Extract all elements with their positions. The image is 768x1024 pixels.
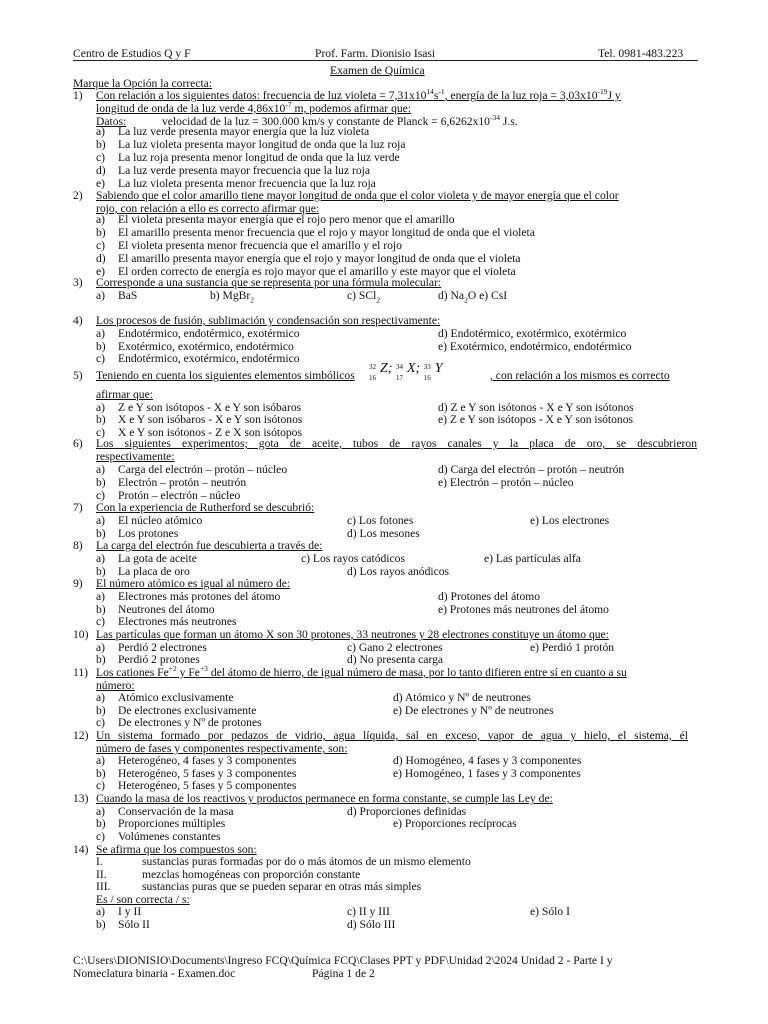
q1-datos-values: velocidad de la luz = 300.000 km/s y constante de Planck = $6,6262x10^{-34}$ J.s. bbox=[162, 113, 518, 128]
q10-option-e[interactable]: e) Perdió 1 protón bbox=[530, 641, 615, 654]
q7-option-a[interactable]: El núcleo atómico bbox=[118, 514, 203, 527]
q4-option-d[interactable]: d) Endotérmico, exotérmico, exotérmico bbox=[438, 327, 627, 340]
q11-option-c[interactable]: De electrones y Nº de protones bbox=[118, 716, 262, 729]
q4-c-label[interactable]: c) bbox=[96, 352, 106, 365]
q7-option-e[interactable]: e) Los electrones bbox=[530, 514, 610, 527]
q14-item-iii-label: III. bbox=[96, 880, 111, 893]
q8-option-e[interactable]: e) Las partículas alfa bbox=[484, 552, 581, 565]
q6-c-label[interactable]: c) bbox=[96, 489, 106, 502]
q12-number: 12) bbox=[73, 729, 89, 742]
q8-option-b[interactable]: La placa de oro bbox=[118, 565, 190, 578]
q1-option[interactable]: La luz violeta presenta menor frecuencia que la luz roja bbox=[118, 177, 376, 190]
q14-option-d[interactable]: d) Sólo III bbox=[347, 918, 396, 931]
q6-line2: respectivamente: bbox=[96, 450, 175, 463]
q8-option-a[interactable]: La gota de aceite bbox=[118, 552, 197, 565]
q12-a-label[interactable]: a) bbox=[96, 754, 106, 767]
q8-a-label[interactable]: a) bbox=[96, 552, 106, 565]
q2-option-label[interactable]: c) bbox=[96, 239, 106, 252]
q2-option[interactable]: El amarillo presenta mayor energía que el rojo y mayor longitud de onda que el violeta bbox=[118, 252, 521, 265]
q4-line1: Los procesos de fusión, sublimación y condensación son respectivamente: bbox=[96, 314, 441, 327]
exam-title: Examen de Química bbox=[330, 64, 425, 77]
q7-number: 7) bbox=[73, 501, 83, 514]
q14-item-ii: mezclas homogéneas con proporción constante bbox=[142, 868, 361, 881]
q9-line1: El número atómico es igual al número de: bbox=[96, 577, 291, 590]
q1-option[interactable]: La luz roja presenta menor longitud de onda que la luz verde bbox=[118, 151, 400, 164]
q12-option-e[interactable]: e) Homogéneo, 1 fases y 3 componentes bbox=[393, 767, 581, 780]
q5-option-a[interactable]: Z e Y son isótopos - X e Y son isóbaros bbox=[118, 401, 302, 414]
q4-b-label[interactable]: b) bbox=[96, 340, 106, 353]
q9-option-c[interactable]: Electrones más neutrones bbox=[118, 615, 237, 628]
q14-b-label[interactable]: b) bbox=[96, 918, 106, 931]
q2-option-label[interactable]: d) bbox=[96, 252, 106, 265]
q11-option-d[interactable]: d) Atómico y Nº de neutrones bbox=[393, 691, 531, 704]
isotope-y: 33 16 Y bbox=[423, 361, 443, 382]
q5-line1: Teniendo en cuenta los siguientes elementos simbólicos bbox=[96, 369, 355, 382]
q1-option[interactable]: La luz verde presenta mayor energía que la luz violeta bbox=[118, 125, 370, 138]
header-rule bbox=[73, 60, 698, 61]
q10-option-b[interactable]: Perdió 2 protones bbox=[118, 653, 200, 666]
q4-a-label[interactable]: a) bbox=[96, 327, 106, 340]
q6-line1: Los siguientes experimentos; gota de aceite, tubos de rayos canales y la placa de oro, se descubrieron bbox=[96, 437, 697, 450]
q3-option-a[interactable]: BaS bbox=[118, 289, 138, 302]
q13-line1: Cuando la masa de los reactivos y productos permanece en forma constante, se cumple las Ley de: bbox=[96, 792, 553, 805]
q14-prompt: Es / son correcta / s: bbox=[96, 893, 190, 906]
q9-option-d[interactable]: d) Protones del átomo bbox=[438, 590, 541, 603]
footer-page: Página 1 de 2 bbox=[312, 967, 375, 980]
q13-option-b[interactable]: Proporciones múltiples bbox=[118, 817, 226, 830]
q5-line2: afirmar que: bbox=[96, 388, 153, 401]
q5-a-label[interactable]: a) bbox=[96, 401, 106, 414]
q7-line1: Con la experiencia de Rutherford se descubrió: bbox=[96, 501, 315, 514]
q3-option-b[interactable]: b) MgBr$_2$ bbox=[210, 289, 255, 305]
q14-item-i: sustancias puras formadas por do o más átomos de un mismo elemento bbox=[142, 855, 471, 868]
q6-option-a[interactable]: Carga del electrón – protón – núcleo bbox=[118, 463, 288, 476]
q3-option-c[interactable]: c) SCl$_2$ bbox=[347, 289, 381, 305]
footer-path-line1: C:\Users\DIONISIO\Documents\Ingreso FCQ\Química FCQ\Clases PPT y PDF\Unidad 2\2024 Unidad 2 - Parte I y bbox=[73, 954, 613, 967]
isotope-x: 34 17 X bbox=[395, 361, 416, 382]
footer-path-line2: Nomeclatura binaria - Examen.doc bbox=[73, 967, 236, 980]
q2-option-label[interactable]: e) bbox=[96, 265, 106, 278]
q7-a-label[interactable]: a) bbox=[96, 514, 106, 527]
q1-line2: longitud de onda de la luz verde $4,86x10^{-7}$ m, podemos afirmar que: bbox=[96, 100, 412, 115]
q9-b-label[interactable]: b) bbox=[96, 603, 106, 616]
q4-option-e[interactable]: e) Exotérmico, endotérmico, endotérmico bbox=[438, 340, 632, 353]
q13-a-label[interactable]: a) bbox=[96, 805, 106, 818]
q13-option-e[interactable]: e) Proporciones recíprocas bbox=[393, 817, 517, 830]
q9-option-e[interactable]: e) Protones más neutrones del átomo bbox=[438, 603, 609, 616]
q9-number: 9) bbox=[73, 577, 83, 590]
q11-option-a[interactable]: Atómico exclusivamente bbox=[118, 691, 234, 704]
q11-number: 11) bbox=[73, 666, 89, 679]
q14-option-c[interactable]: c) II y III bbox=[347, 905, 390, 918]
q12-option-a[interactable]: Heterogéneo, 4 fases y 3 componentes bbox=[118, 754, 297, 767]
q13-b-label[interactable]: b) bbox=[96, 817, 106, 830]
q7-b-label[interactable]: b) bbox=[96, 527, 106, 540]
q2-option-label[interactable]: b) bbox=[96, 226, 106, 239]
q8-option-d[interactable]: d) Los rayos anódicos bbox=[347, 565, 450, 578]
q10-number: 10) bbox=[73, 628, 89, 641]
q1-option-label[interactable]: a) bbox=[96, 125, 106, 138]
q4-option-a[interactable]: Endotérmico, endotérmico, exotérmico bbox=[118, 327, 300, 340]
q14-number: 14) bbox=[73, 843, 89, 856]
q5-c-label[interactable]: c) bbox=[96, 426, 106, 439]
q13-c-label[interactable]: c) bbox=[96, 830, 106, 843]
q7-option-c[interactable]: c) Los fotones bbox=[347, 514, 414, 527]
q11-line2: número: bbox=[96, 679, 135, 692]
q12-option-c[interactable]: Heterogéneo, 5 fases y 5 componentes bbox=[118, 779, 297, 792]
q12-c-label[interactable]: c) bbox=[96, 779, 106, 792]
q2-option[interactable]: El orden correcto de energía es rojo mayor que el amarillo y este mayor que el violeta bbox=[118, 265, 516, 278]
q10-line1: Las partículas que forman un átomo X son 30 protones, 33 neutrones y 28 electrones constituye un átomo que: bbox=[96, 628, 609, 641]
q11-c-label[interactable]: c) bbox=[96, 716, 106, 729]
q14-item-ii-label: II. bbox=[96, 868, 107, 881]
q10-option-a[interactable]: Perdió 2 electrones bbox=[118, 641, 207, 654]
q6-option-b[interactable]: Electrón – protón – neutrón bbox=[118, 476, 247, 489]
q14-option-b[interactable]: Sólo II bbox=[118, 918, 150, 931]
q8-line1: La carga del electrón fue descubierta a través de: bbox=[96, 539, 323, 552]
q7-option-d[interactable]: d) Los mesones bbox=[347, 527, 420, 540]
q13-option-a[interactable]: Conservación de la masa bbox=[118, 805, 234, 818]
q4-option-b[interactable]: Exotérmico, exotérmico, endotérmico bbox=[118, 340, 294, 353]
q5-option-e[interactable]: e) Z e Y son isótopos - X e Y son isótonos bbox=[438, 413, 634, 426]
q6-option-e[interactable]: e) Electrón – protón – núcleo bbox=[438, 476, 574, 489]
q2-line2: rojo, con relación a ello es correcto afirmar que: bbox=[96, 202, 320, 215]
isotope-z: 32 16 Z bbox=[369, 361, 388, 382]
q13-number: 13) bbox=[73, 792, 89, 805]
q9-option-b[interactable]: Neutrones del átomo bbox=[118, 603, 215, 616]
q13-option-c[interactable]: Volúmenes constantes bbox=[118, 830, 221, 843]
instruction: Marque la Opción la correcta: bbox=[73, 77, 213, 90]
q6-number: 6) bbox=[73, 437, 83, 450]
q10-b-label[interactable]: b) bbox=[96, 653, 106, 666]
q4-option-c[interactable]: Endotérmico, exotérmico, endotérmico bbox=[118, 352, 300, 365]
q2-number: 2) bbox=[73, 189, 83, 202]
q12-line2: número de fases y componentes respectivamente, son: bbox=[96, 742, 348, 755]
header-left: Centro de Estudios Q y F bbox=[73, 47, 191, 60]
q8-b-label[interactable]: b) bbox=[96, 565, 106, 578]
q11-option-b[interactable]: De electrones exclusivamente bbox=[118, 704, 257, 717]
q5-symbols: 32 16 Z; 34 17 X; 33 16 Y bbox=[369, 361, 443, 382]
q2-option[interactable]: El amarillo presenta menor frecuencia que el rojo y mayor longitud de onda que el violeta bbox=[118, 226, 535, 239]
q6-b-label[interactable]: b) bbox=[96, 476, 106, 489]
q2-option-label[interactable]: a) bbox=[96, 213, 106, 226]
q1-option-label[interactable]: c) bbox=[96, 151, 106, 164]
q14-option-e[interactable]: e) Sólo I bbox=[530, 905, 570, 918]
q1-line1: Con relación a los siguientes datos: frecuencia de luz violeta = $7,31x10^{14}s^{-1}$, energía de la luz roja = $3,03x10^{-19}J$ y bbox=[96, 87, 621, 102]
q5-line1-end: , con relación a los mismos es correcto bbox=[490, 369, 670, 382]
q12-line1: Un sistema formado por pedazos de vidrio, agua líquida, sal en exceso, vapor de agua y hielo, el sistema, él bbox=[96, 729, 688, 742]
q7-option-b[interactable]: Los protones bbox=[118, 527, 179, 540]
q14-line1: Se afirma que los compuestos son: bbox=[96, 843, 257, 856]
q5-number: 5) bbox=[73, 369, 83, 382]
q11-b-label[interactable]: b) bbox=[96, 704, 106, 717]
q1-option[interactable]: La luz verde presenta mayor frecuencia que la luz roja bbox=[118, 164, 371, 177]
q13-option-d[interactable]: d) Proporciones definidas bbox=[347, 805, 467, 818]
q10-a-label[interactable]: a) bbox=[96, 641, 106, 654]
q6-option-c[interactable]: Protón – electrón – núcleo bbox=[118, 489, 241, 502]
q2-option[interactable]: El violeta presenta menor frecuencia que el amarillo y el rojo bbox=[118, 239, 402, 252]
q12-option-d[interactable]: d) Homogéneo, 4 fases y 3 componentes bbox=[393, 754, 582, 767]
q12-option-b[interactable]: Heterogéneo, 5 fases y 3 componentes bbox=[118, 767, 297, 780]
q5-option-c[interactable]: X e Y son isótonos - Z e X son isótopos bbox=[118, 426, 302, 439]
q14-a-label[interactable]: a) bbox=[96, 905, 106, 918]
q9-c-label[interactable]: c) bbox=[96, 615, 106, 628]
q6-a-label[interactable]: a) bbox=[96, 463, 106, 476]
q4-number: 4) bbox=[73, 314, 83, 327]
q3-number: 3) bbox=[73, 276, 83, 289]
q2-option[interactable]: El violeta presenta mayor energía que el rojo pero menor que el amarillo bbox=[118, 213, 455, 226]
q14-item-i-label: I. bbox=[96, 855, 103, 868]
q10-option-d[interactable]: d) No presenta carga bbox=[347, 653, 444, 666]
q11-a-label[interactable]: a) bbox=[96, 691, 106, 704]
q11-option-e[interactable]: e) De electrones y Nº de neutrones bbox=[393, 704, 554, 717]
q9-a-label[interactable]: a) bbox=[96, 590, 106, 603]
q6-option-d[interactable]: d) Carga del electrón – protón – neutrón bbox=[438, 463, 625, 476]
q5-b-label[interactable]: b) bbox=[96, 413, 106, 426]
q1-number: 1) bbox=[73, 89, 83, 102]
q8-option-c[interactable]: c) Los rayos catódicos bbox=[301, 552, 405, 565]
header-right: Tel. 0981-483.223 bbox=[598, 47, 684, 60]
q1-option-label[interactable]: d) bbox=[96, 164, 106, 177]
q1-option-label[interactable]: e) bbox=[96, 177, 106, 190]
q2-line1: Sabiendo que el color amarillo tiene mayor longitud de onda que el color violeta y de mayor energía que el color bbox=[96, 189, 619, 202]
q1-option[interactable]: La luz violeta presenta mayor longitud de onda que la luz roja bbox=[118, 138, 406, 151]
q11-line1: Los cationes $Fe^{+2}$ y $Fe^{+3}$ del átomo de hierro, de igual número de masa, por lo tanto difieren entre sí en cuanto a su bbox=[96, 664, 627, 679]
q14-option-a[interactable]: I y II bbox=[118, 905, 142, 918]
q1-datos: Datos: bbox=[96, 115, 127, 128]
q3-option-de[interactable]: d) $Na_2O$ e) CsI bbox=[438, 289, 508, 305]
q12-b-label[interactable]: b) bbox=[96, 767, 106, 780]
q9-option-a[interactable]: Electrones más protones del átomo bbox=[118, 590, 281, 603]
q10-option-c[interactable]: c) Gano 2 electrones bbox=[347, 641, 443, 654]
q1-option-label[interactable]: b) bbox=[96, 138, 106, 151]
q5-option-d[interactable]: d) Z e Y son isótonos - X e Y son isótonos bbox=[438, 401, 634, 414]
q3-line1: Corresponde a una sustancia que se representa por una fórmula molecular: bbox=[96, 276, 442, 289]
q3-option-a-label[interactable]: a) bbox=[96, 289, 106, 302]
q5-option-b[interactable]: X e Y son isóbaros - X e Y son isótonos bbox=[118, 413, 303, 426]
q8-number: 8) bbox=[73, 539, 83, 552]
header-center: Prof. Farm. Dionisio Isasi bbox=[315, 47, 436, 60]
q14-item-iii: sustancias puras que se pueden separar en otras más simples bbox=[142, 880, 422, 893]
